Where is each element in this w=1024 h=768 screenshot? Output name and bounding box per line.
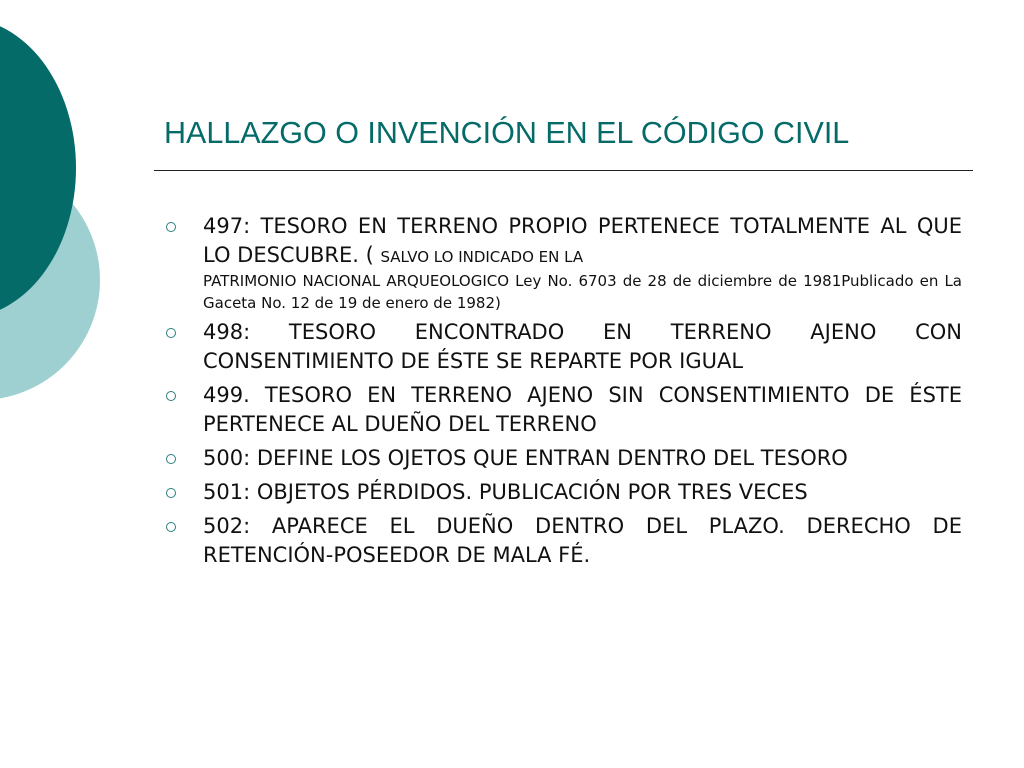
bullet-item-501: [164, 478, 962, 507]
bullet-circle-icon: [166, 522, 176, 532]
bullet-text: 499. TESORO EN TERRENO AJENO SIN CONSENTIMIENTO DE ÉSTE PERTENECE AL DUEÑO DEL TERRENO: [203, 383, 962, 436]
title-divider: [154, 170, 973, 171]
bullet-item-497: [164, 212, 962, 314]
bullet-note: PATRIMONIO NACIONAL ARQUEOLOGICO Ley No. 6703 de 28 de diciembre de 1981Publicado en La Gaceta No. 12 de 19 de enero de 1982): [203, 272, 962, 312]
bullet-circle-icon: [166, 488, 176, 498]
bullet-circle-icon: [166, 391, 176, 401]
bullet-list: [164, 212, 962, 575]
bullet-circle-icon: [166, 328, 176, 338]
bullet-item-498: [164, 318, 962, 376]
slide-title: HALLAZGO O INVENCIÓN EN EL CÓDIGO CIVIL: [164, 116, 850, 150]
bullet-text: 500: DEFINE LOS OJETOS QUE ENTRAN DENTRO DEL TESORO: [203, 446, 848, 470]
bullet-text: 501: OBJETOS PÉRDIDOS. PUBLICACIÓN POR TRES VECES: [203, 480, 808, 504]
bullet-circle-icon: [166, 222, 176, 232]
bullet-item-499: [164, 381, 962, 439]
bullet-text: 497: TESORO EN TERRENO PROPIO PERTENECE TOTALMENTE AL QUE LO DESCUBRE. (: [203, 214, 962, 267]
bullet-text: 502: APARECE EL DUEÑO DENTRO DEL PLAZO. DERECHO DE RETENCIÓN-POSEEDOR DE MALA FÉ.: [203, 514, 962, 567]
bullet-note-inline: SALVO LO INDICADO EN LA: [380, 248, 584, 266]
bullet-item-500: [164, 444, 962, 473]
bullet-item-502: [164, 512, 962, 570]
bullet-text: 498: TESORO ENCONTRADO EN TERRENO AJENO CON CONSENTIMIENTO DE ÉSTE SE REPARTE POR IGUAL: [203, 320, 962, 373]
bullet-circle-icon: [166, 454, 176, 464]
